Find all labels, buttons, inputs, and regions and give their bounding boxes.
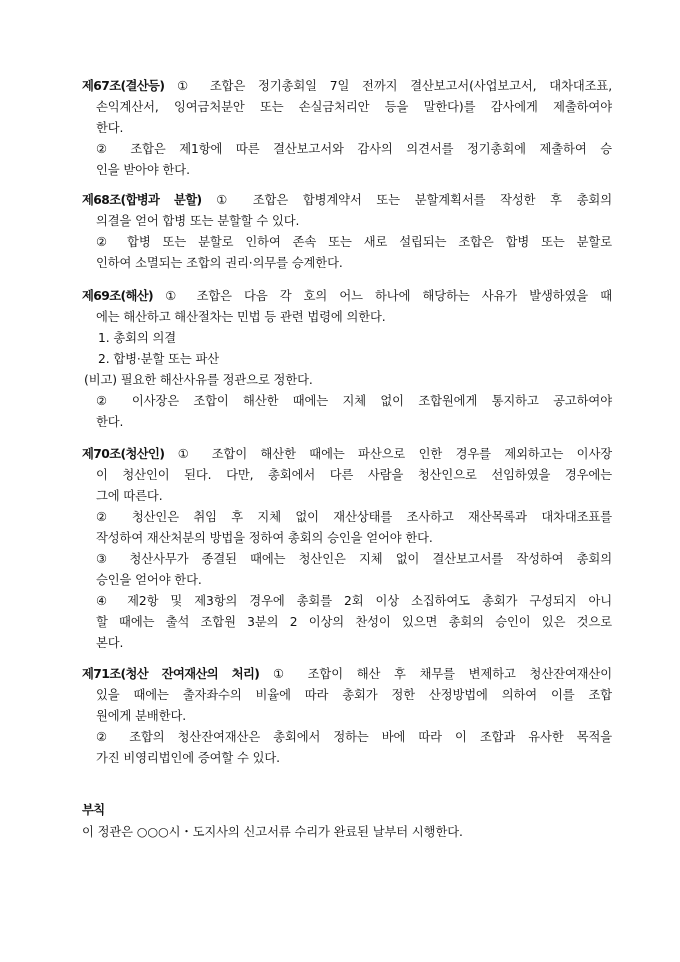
article-70: [82, 444, 612, 654]
article-line: [82, 76, 612, 97]
article-line: 원에게 분배한다.: [96, 709, 187, 723]
article-line: ② 조합은 제1항에 따른 결산보고서와 감사의 의견서를 정기총회에 제출하여 승: [96, 142, 612, 156]
article-heading: 제70조(청산인): [82, 447, 165, 461]
article-line: ③ 청산사무가 종결된 때에는 청산인은 지체 없이 결산보고서를 작성하여 총회의: [96, 552, 612, 566]
article-line: 한다.: [96, 415, 124, 429]
article-line: ② 조합의 청산잔여재산은 총회에서 정하는 바에 따라 이 조합과 유사한 목적을: [96, 730, 612, 744]
article-line: 작성하여 재산처분의 방법을 정하여 총회의 승인을 얻어야 한다.: [96, 531, 433, 545]
article-heading: 제71조(청산 잔여재산의 처리): [82, 667, 260, 681]
article-71: [82, 664, 612, 769]
article-line: 한다.: [96, 121, 124, 135]
article-text: ① 조합은 다음 각 호의 어느 하나에 해당하는 사유가 발생하였을 때: [153, 289, 612, 303]
article-line: 본다.: [96, 636, 124, 650]
article-line: 그에 따른다.: [96, 489, 163, 503]
article-line: ④ 제2항 및 제3항의 경우에 총회를 2회 이상 소집하여도 총회가 구성되지 아니: [96, 594, 612, 608]
article-line: [82, 664, 612, 685]
article-heading: 제68조(합병과 분할): [82, 193, 202, 207]
article-text: ① 조합은 정기총회일 7일 전까지 결산보고서(사업보고서, 대차대조표,: [164, 79, 612, 93]
article-67: [82, 76, 612, 181]
article-69: [82, 286, 612, 433]
remark-line: (비고) 필요한 해산사유를 정관으로 정한다.: [84, 373, 313, 387]
article-line: ② 합병 또는 분할로 인하여 존속 또는 새로 설립되는 조합은 합병 또는 분할로: [96, 235, 612, 249]
article-text: ① 조합이 해산한 때에는 파산으로 인한 경우를 제외하고는 이사장: [164, 447, 612, 461]
article-line: 손익계산서, 잉여금처분안 또는 손실금처리안 등을 말한다)를 감사에게 제출하여야: [96, 100, 612, 114]
article-line: 이 청산인이 된다. 다만, 총회에서 다른 사람을 청산인으로 선임하였을 경우에는: [96, 468, 612, 482]
article-line: 할 때에는 출석 조합원 3분의 2 이상의 찬성이 있으면 총회의 승인이 있은 것으로: [96, 615, 612, 629]
addendum-body: [82, 822, 612, 843]
article-line: ② 청산인은 취임 후 지체 없이 재산상태를 조사하고 재산목록과 대차대조표를: [96, 510, 612, 524]
article-text: ① 조합은 합병계약서 또는 분할계획서를 작성한 후 총회의: [201, 193, 612, 207]
article-line: 인하여 소멸되는 조합의 권리·의무를 승계한다.: [96, 256, 343, 270]
article-text: ① 조합이 해산 후 채무를 변제하고 청산잔여재산이: [259, 667, 612, 681]
addendum-heading: 부칙: [82, 803, 105, 817]
article-line: 승인을 얻어야 한다.: [96, 573, 202, 587]
article-line: ② 이사장은 조합이 해산한 때에는 지체 없이 조합원에게 통지하고 공고하여야: [96, 394, 612, 408]
article-line: 인을 받아야 한다.: [96, 163, 190, 177]
list-item: 2. 합병·분할 또는 파산: [98, 352, 219, 366]
article-line: 에는 해산하고 해산절차는 민법 등 관련 법령에 의한다.: [96, 310, 386, 324]
article-line: 의결을 얻어 합병 또는 분할할 수 있다.: [96, 214, 300, 228]
article-heading: 제69조(해산): [82, 289, 154, 303]
article-line: 가진 비영리법인에 증여할 수 있다.: [96, 751, 280, 765]
article-line: [82, 190, 612, 211]
list-item: 1. 총회의 의결: [98, 331, 177, 345]
addendum-text: 이 정관은 ○○○시・도지사의 신고서류 수리가 완료된 날부터 시행한다.: [82, 825, 463, 839]
article-68: [82, 190, 612, 274]
article-line: [82, 286, 612, 307]
article-line: [82, 444, 612, 465]
addendum: [82, 800, 612, 821]
article-heading: 제67조(결산등): [82, 79, 165, 93]
article-line: 있을 때에는 출자좌수의 비율에 따라 총회가 정한 산정방법에 의하여 이를 조합: [96, 688, 612, 702]
